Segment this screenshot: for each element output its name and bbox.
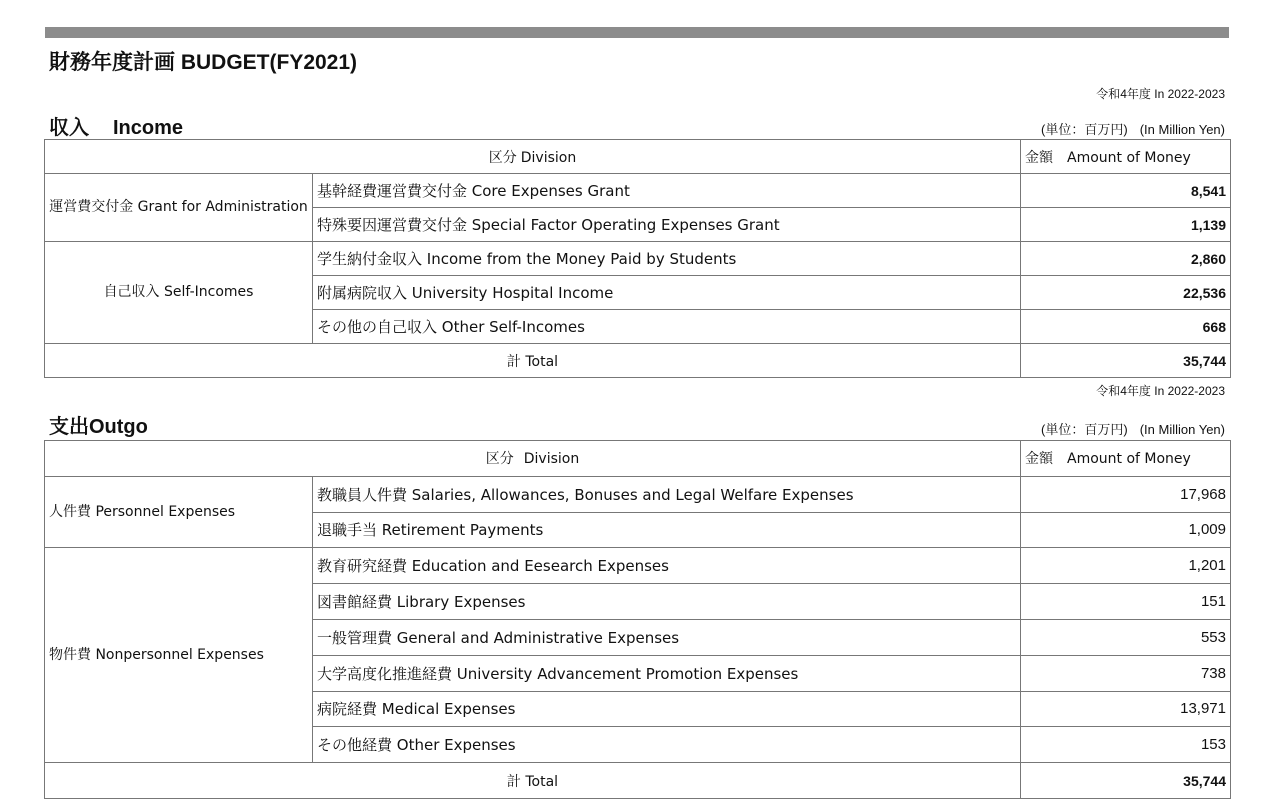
total-row [45, 344, 1231, 378]
item-label: 大学高度化推進経費 University Advancement Promotion Expenses [313, 655, 1021, 691]
item-label: 附属病院収入 University Hospital Income [313, 276, 1021, 310]
category-cell: 人件費 Personnel Expenses [45, 476, 313, 548]
item-amount: 17,968 [1021, 476, 1231, 512]
table-header-row [45, 140, 1231, 174]
income-heading [49, 111, 183, 140]
division-header: 区分 Division [45, 441, 1021, 477]
item-label: 退職手当 Retirement Payments [313, 512, 1021, 548]
item-label: 基幹経費運営費交付金 Core Expenses Grant [313, 174, 1021, 208]
table-row [45, 242, 1231, 276]
item-label: 学生納付金収入 Income from the Money Paid by Students [313, 242, 1021, 276]
outgo-heading: 支出Outgo [49, 416, 148, 438]
item-amount: 8,541 [1021, 174, 1231, 208]
category-cell: 物件費 Nonpersonnel Expenses [45, 548, 313, 763]
item-label: 一般管理費 General and Administrative Expenses [313, 619, 1021, 655]
category-cell: 運営費交付金 Grant for Administration [45, 174, 313, 242]
outgo-unit-en: (In Million Yen) [1139, 422, 1225, 437]
item-label: 病院経費 Medical Expenses [313, 691, 1021, 727]
table-row [45, 548, 1231, 584]
item-label: 図書館経費 Library Expenses [313, 584, 1021, 620]
total-row [45, 763, 1231, 799]
category-cell: 自己収入 Self-Incomes [45, 242, 313, 344]
item-label: その他の自己収入 Other Self-Incomes [313, 310, 1021, 344]
outgo-year-note: 令和4年度 In 2022-2023 [1096, 384, 1225, 398]
item-amount: 153 [1021, 727, 1231, 763]
item-amount: 13,971 [1021, 691, 1231, 727]
outgo-unit-note [1041, 419, 1225, 438]
item-label: 教育研究経費 Education and Eesearch Expenses [313, 548, 1021, 584]
item-amount: 1,201 [1021, 548, 1231, 584]
item-amount: 738 [1021, 655, 1231, 691]
item-amount: 22,536 [1021, 276, 1231, 310]
table-row [45, 174, 1231, 208]
outgo-table [44, 440, 1231, 799]
division-header: 区分 Division [45, 140, 1021, 174]
amount-header: 金額 Amount of Money [1021, 140, 1231, 174]
item-amount: 2,860 [1021, 242, 1231, 276]
top-divider-bar [45, 27, 1229, 38]
item-amount: 151 [1021, 584, 1231, 620]
income-heading-jp: 収入 [49, 117, 89, 139]
item-amount: 668 [1021, 310, 1231, 344]
income-table [44, 139, 1231, 378]
total-label: 計 Total [45, 344, 1021, 378]
item-amount: 553 [1021, 619, 1231, 655]
item-amount: 1,139 [1021, 208, 1231, 242]
item-label: 教職員人件費 Salaries, Allowances, Bonuses and Legal Welfare Expenses [313, 476, 1021, 512]
income-unit-jp: (単位：百万円) [1041, 122, 1128, 137]
income-unit-note [1041, 119, 1225, 138]
table-row [45, 476, 1231, 512]
total-amount: 35,744 [1021, 344, 1231, 378]
outgo-unit-jp: (単位：百万円) [1041, 422, 1128, 437]
total-amount: 35,744 [1021, 763, 1231, 799]
income-unit-en: (In Million Yen) [1139, 122, 1225, 137]
income-heading-en: Income [113, 117, 184, 139]
table-header-row [45, 441, 1231, 477]
item-amount: 1,009 [1021, 512, 1231, 548]
item-label: 特殊要因運営費交付金 Special Factor Operating Expenses Grant [313, 208, 1021, 242]
amount-header: 金額 Amount of Money [1021, 441, 1231, 477]
page-title: 財務年度計画 BUDGET(FY2021) [49, 51, 358, 74]
total-label: 計 Total [45, 763, 1021, 799]
income-year-note: 令和4年度 In 2022-2023 [1096, 87, 1225, 101]
item-label: その他経費 Other Expenses [313, 727, 1021, 763]
